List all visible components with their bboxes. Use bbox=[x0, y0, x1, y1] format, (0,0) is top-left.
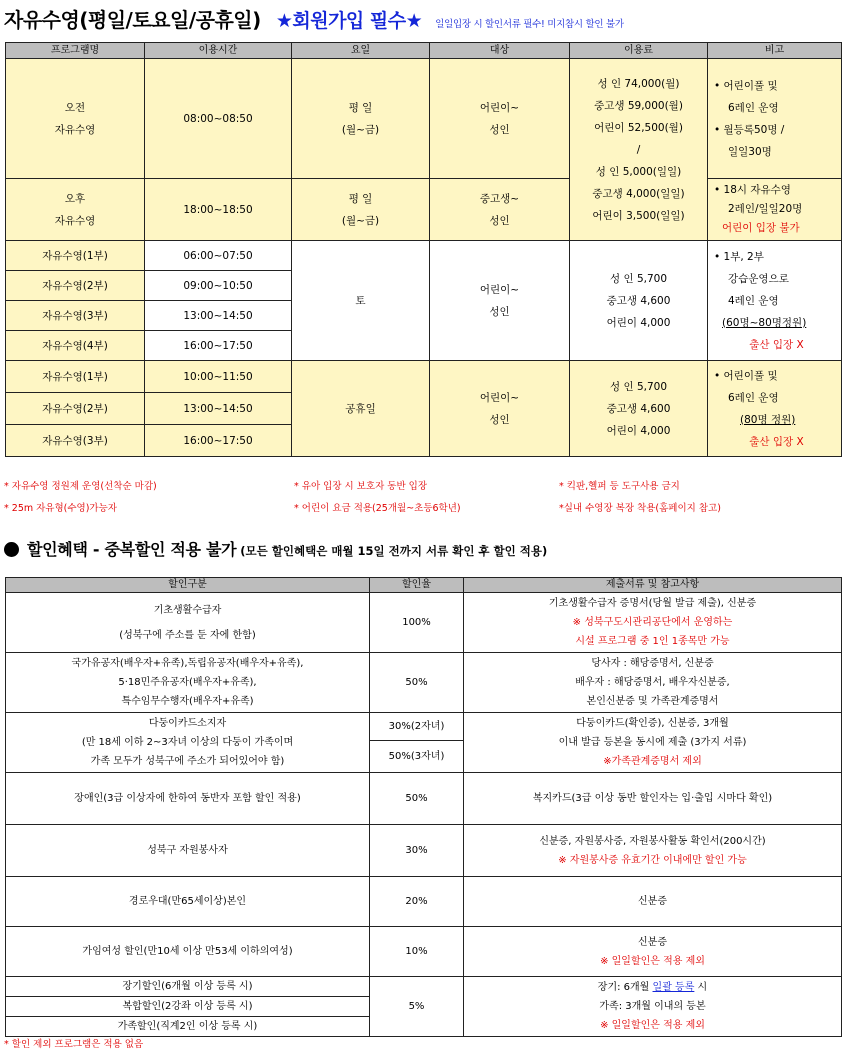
discount-row-volunteer bbox=[6, 825, 842, 877]
discount-docs: 기초생활수급자 증명서(당월 발급 제출), 신분증 ※ 성북구도시관리공단에서 운영하는 시설 프로그램 중 1인 1종목만 가능 bbox=[464, 593, 842, 653]
holiday-note: • 어린이풀 및 6레인 운영 (80명 정원) 출산 입장 X bbox=[708, 361, 842, 457]
session-time: 16:00~17:50 bbox=[145, 331, 292, 361]
weekday-pm-note: • 18시 자유수영 2레인/일일20명 어린이 입장 불가 bbox=[708, 179, 842, 241]
discount-row-disabled bbox=[6, 773, 842, 825]
footer-note: * 할인 제외 프로그램은 적용 없음 bbox=[4, 1039, 144, 1050]
discount-rate: 50% bbox=[370, 653, 464, 713]
discount-rate-two-children: 30%(2자녀) bbox=[370, 713, 464, 741]
session-name: 자유수영(3부) bbox=[6, 425, 145, 457]
discount-rate: 100% bbox=[370, 593, 464, 653]
discount-row-long-term bbox=[6, 977, 842, 997]
discount-category: 장애인(3급 이상자에 한하여 동반자 포함 할인 적용) bbox=[6, 773, 370, 825]
session-time: 06:00~07:50 bbox=[145, 241, 292, 271]
col-header-note: 비고 bbox=[708, 43, 842, 59]
discount-rate: 20% bbox=[370, 877, 464, 927]
col-header-category: 할인구분 bbox=[6, 578, 370, 593]
discount-row-women bbox=[6, 927, 842, 977]
col-header-fee: 이용료 bbox=[570, 43, 708, 59]
discount-document-note: 일일입장 시 할인서류 필수! 미지참시 할인 불가 bbox=[435, 19, 624, 30]
col-header-rate: 할인율 bbox=[370, 578, 464, 593]
discount-category: 성북구 자원봉사자 bbox=[6, 825, 370, 877]
discount-docs: 신분증 ※ 일일할인은 적용 제외 bbox=[464, 927, 842, 977]
col-header-docs: 제출서류 및 참고사항 bbox=[464, 578, 842, 593]
session-time: 13:00~14:50 bbox=[145, 393, 292, 425]
discount-row-senior bbox=[6, 877, 842, 927]
holiday-target: 어린이~ 성인 bbox=[430, 361, 570, 457]
program-time: 08:00~08:50 bbox=[145, 59, 292, 179]
schedule-row-saturday-1 bbox=[6, 241, 842, 271]
holiday-day: 공휴일 bbox=[292, 361, 430, 457]
page-title-row bbox=[4, 4, 844, 34]
discount-rate: 30% bbox=[370, 825, 464, 877]
saturday-target: 어린이~ 성인 bbox=[430, 241, 570, 361]
discount-category: 가족할인(직계2인 이상 등록 시) bbox=[6, 1017, 370, 1037]
discount-category: 복합할인(2강좌 이상 등록 시) bbox=[6, 997, 370, 1017]
session-time: 09:00~10:50 bbox=[145, 271, 292, 301]
session-name: 자유수영(1부) bbox=[6, 241, 145, 271]
discount-table bbox=[5, 577, 842, 1037]
saturday-day: 토 bbox=[292, 241, 430, 361]
session-name: 자유수영(2부) bbox=[6, 393, 145, 425]
discount-docs: 다둥이카드(확인증), 신분증, 3개월 이내 발급 등본을 동시에 제출 (3가지 서류) ※가족관계증명서 제외 bbox=[464, 713, 842, 773]
schedule-notes-line-2: * 25m 자유형(수영)가능자 * 어린이 요금 적용(25개월~초등6학년) *실내 수영장 복장 착용(홈페이지 참고) bbox=[4, 503, 721, 514]
discount-category: 경로우대(만65세이상)본인 bbox=[6, 877, 370, 927]
discount-docs: 복지카드(3급 이상 동반 할인자는 입·출입 시마다 확인) bbox=[464, 773, 842, 825]
discount-rate: 50% bbox=[370, 773, 464, 825]
discount-rate: 5% bbox=[370, 977, 464, 1037]
session-name: 자유수영(2부) bbox=[6, 271, 145, 301]
schedule-notes-line-1: * 자유수영 정원제 운영(선착순 마감) * 유아 입장 시 보호자 동반 입장 * 킥판,헬퍼 등 도구사용 금지 bbox=[4, 481, 680, 492]
session-name: 자유수영(4부) bbox=[6, 331, 145, 361]
discount-category: 장기할인(6개월 이상 등록 시) bbox=[6, 977, 370, 997]
col-header-time: 이용시간 bbox=[145, 43, 292, 59]
discount-header-row bbox=[6, 578, 842, 593]
discount-rate: 10% bbox=[370, 927, 464, 977]
schedule-header-row bbox=[6, 43, 842, 59]
discount-docs: 신분증 bbox=[464, 877, 842, 927]
schedule-row-weekday-pm bbox=[6, 179, 842, 241]
col-header-program: 프로그램명 bbox=[6, 43, 145, 59]
bullet-icon bbox=[4, 542, 19, 557]
program-day: 평 일 (월~금) bbox=[292, 59, 430, 179]
session-name: 자유수영(3부) bbox=[6, 301, 145, 331]
program-time: 18:00~18:50 bbox=[145, 179, 292, 241]
discount-category: 가임여성 할인(만10세 이상 만53세 이하의여성) bbox=[6, 927, 370, 977]
discount-docs: 신분증, 자원봉사증, 자원봉사활동 확인서(200시간) ※ 자원봉사증 유효기간 이내에만 할인 가능 bbox=[464, 825, 842, 877]
membership-required: ★회원가입 필수★ bbox=[275, 10, 423, 32]
program-day: 평 일 (월~금) bbox=[292, 179, 430, 241]
children-not-allowed: 어린이 입장 불가 bbox=[722, 222, 800, 234]
col-header-target: 대상 bbox=[430, 43, 570, 59]
discount-docs: 당사자 : 해당증명서, 신분증 배우자 : 해당증명서, 배우자신분증, 본인신분증 및 가족관계증명서 bbox=[464, 653, 842, 713]
session-time: 13:00~14:50 bbox=[145, 301, 292, 331]
discount-row-basic-living bbox=[6, 593, 842, 653]
discount-row-multichild-a bbox=[6, 713, 842, 741]
program-name: 오전 자유수영 bbox=[6, 59, 145, 179]
session-time: 16:00~17:50 bbox=[145, 425, 292, 457]
discount-docs: 장기: 6개월 일괄 등록 시 가족: 3개월 이내의 등본 ※ 일일할인은 적용 제외 bbox=[464, 977, 842, 1037]
discount-category: 기초생활수급자 (성북구에 주소를 둔 자에 한함) bbox=[6, 593, 370, 653]
session-name: 자유수영(1부) bbox=[6, 361, 145, 393]
weekday-fee: 성 인 74,000(월) 중고생 59,000(월) 어린이 52,500(월) / 성 인 5,000(일일) 중고생 4,000(일일) 어린이 3,500(일일) bbox=[570, 59, 708, 241]
session-time: 10:00~11:50 bbox=[145, 361, 292, 393]
discount-row-veterans bbox=[6, 653, 842, 713]
discount-category: 국가유공자(배우자+유족),독립유공자(배우자+유족), 5·18민주유공자(배우자+유족), 특수임무수행자(배우자+유족) bbox=[6, 653, 370, 713]
program-target: 어린이~ 성인 bbox=[430, 59, 570, 179]
holiday-fee: 성 인 5,700 중고생 4,600 어린이 4,000 bbox=[570, 361, 708, 457]
weekday-am-note: • 어린이풀 및 6레인 운영 • 월등록50명 / 일일30명 bbox=[708, 59, 842, 179]
schedule-row-holiday-1 bbox=[6, 361, 842, 393]
discount-rate-three-children: 50%(3자녀) bbox=[370, 741, 464, 773]
saturday-fee: 성 인 5,700 중고생 4,600 어린이 4,000 bbox=[570, 241, 708, 361]
discount-category: 다둥이카드소지자 (만 18세 이하 2~3자녀 이상의 다둥이 가족이며 가족 모두가 성북구에 주소가 되어있어야 함) bbox=[6, 713, 370, 773]
schedule-row-weekday-am bbox=[6, 59, 842, 179]
page-title: 자유수영(평일/토요일/공휴일) bbox=[4, 8, 261, 32]
col-header-day: 요일 bbox=[292, 43, 430, 59]
program-name: 오후 자유수영 bbox=[6, 179, 145, 241]
discount-heading: 할인혜택 - 중복할인 적용 불가 (모든 할인혜택은 매월 15일 전까지 서류 확인 후 할인 적용) bbox=[4, 537, 547, 560]
schedule-table bbox=[5, 42, 842, 457]
saturday-note: • 1부, 2부 강습운영으로 4레인 운영 (60명~80명정원) 출산 입장 X bbox=[708, 241, 842, 361]
program-target: 중고생~ 성인 bbox=[430, 179, 570, 241]
